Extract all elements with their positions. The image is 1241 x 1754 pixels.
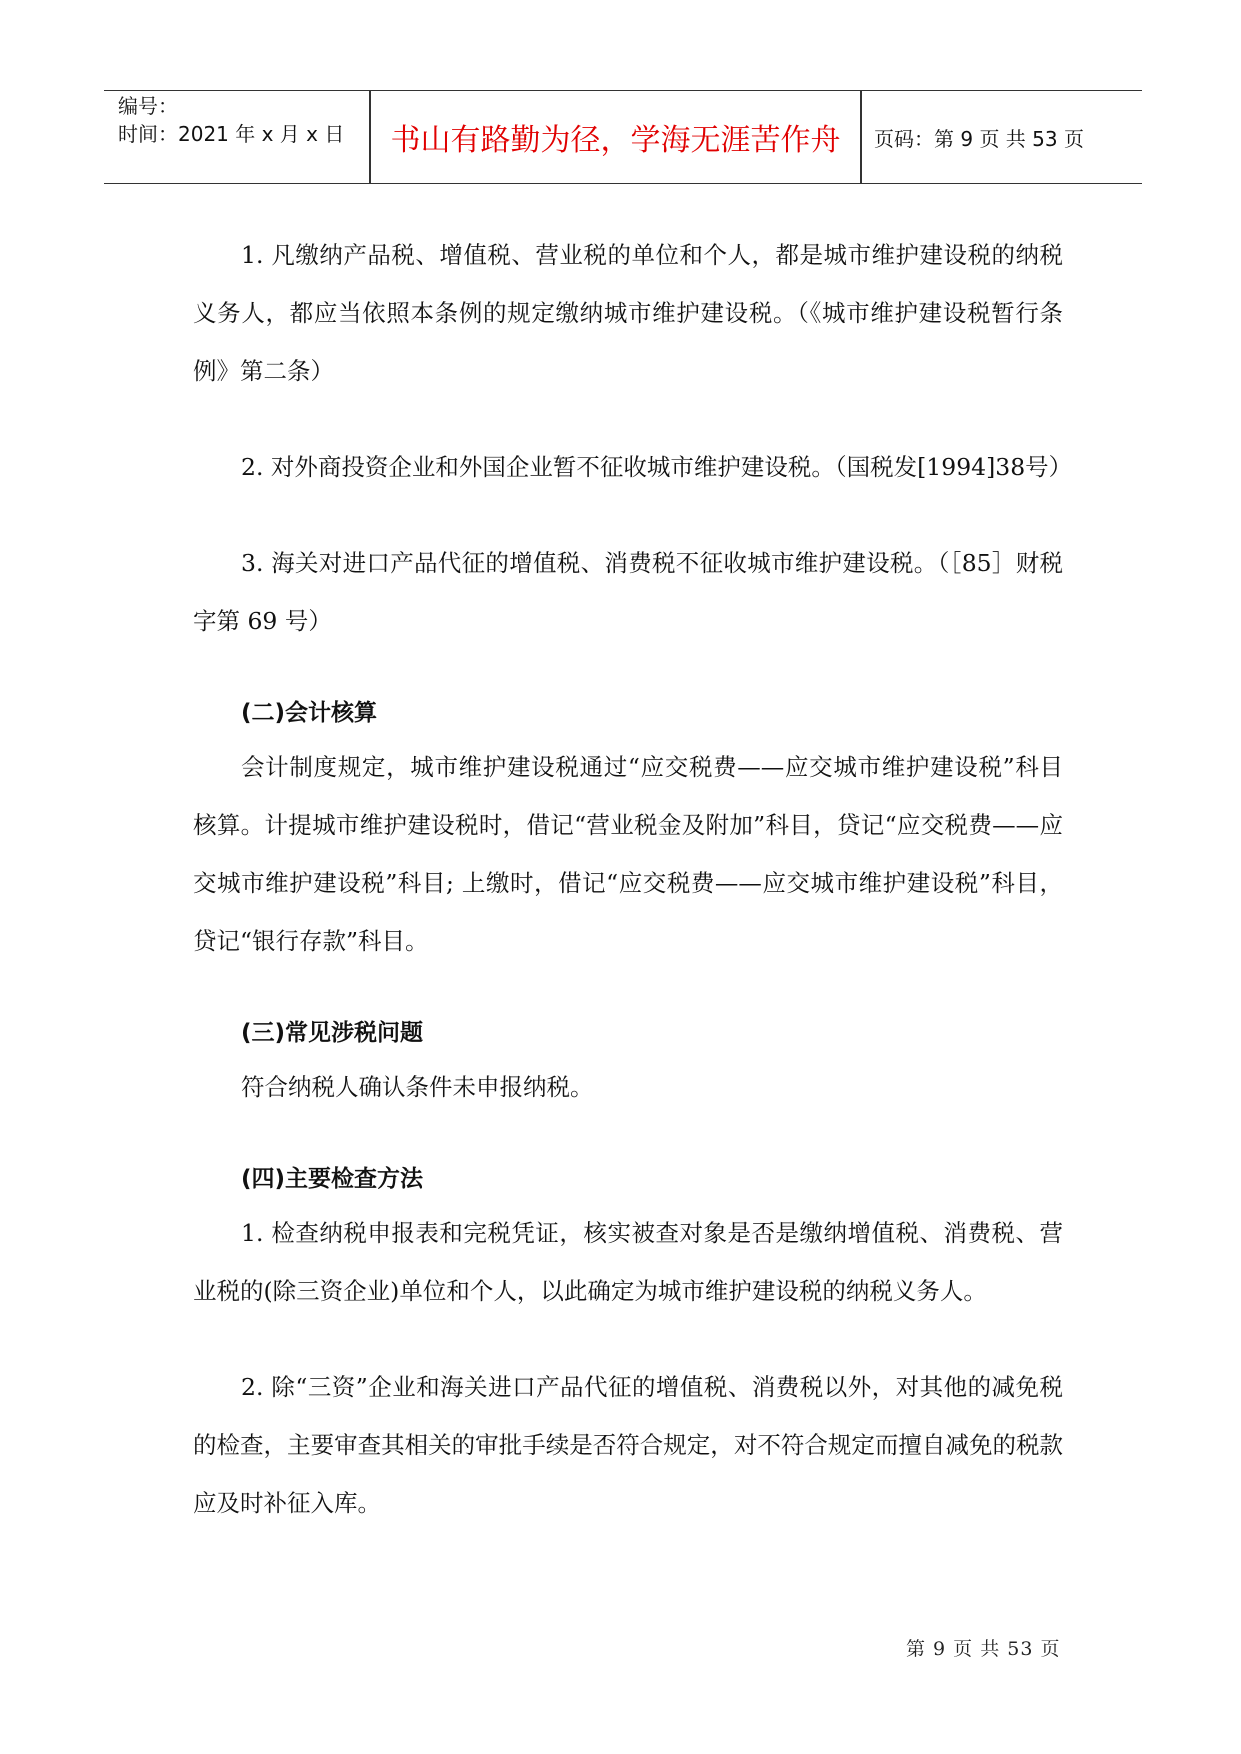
section-heading: (二)会计核算 bbox=[241, 700, 378, 726]
page-footer: 第 9 页 共 53 页 bbox=[906, 1638, 1061, 1660]
section-heading: (三)常见涉税问题 bbox=[241, 1020, 424, 1046]
section-heading: (四)主要检查方法 bbox=[241, 1166, 424, 1192]
paragraph: 1. 凡缴纳产品税、增值税、营业税的单位和个人，都是城市维护建设税的纳税义务人，都应当依照本条例的规定缴纳城市维护建设税。（《城市维护建设税暂行条例》第二条） bbox=[193, 241, 1063, 385]
page-header bbox=[104, 90, 1142, 184]
paragraph: 3. 海关对进口产品代征的增值税、消费税不征收城市维护建设税。（［85］财税字第 69 号） bbox=[193, 549, 1063, 635]
header-motto: 书山有路勤为径，学海无涯苦作舟 bbox=[390, 123, 841, 158]
header-meta bbox=[118, 91, 370, 183]
paragraph: 会计制度规定，城市维护建设税通过“应交税费——应交城市维护建设税”科目核算。计提城市维护建设税时，借记“营业税金及附加”科目，贷记“应交税费——应交城市维护建设税”科目; 上缴时，借记“应交税费——应交城市维护建设税”科目，贷记“银行存款”科目。 bbox=[193, 753, 1063, 955]
header-divider bbox=[860, 91, 862, 183]
paragraph: 1. 检查纳税申报表和完税凭证，核实被查对象是否是缴纳增值税、消费税、营业税的(除三资企业)单位和个人，以此确定为城市维护建设税的纳税义务人。 bbox=[193, 1219, 1063, 1305]
document-number-label: 编号： bbox=[118, 94, 178, 118]
document-body bbox=[193, 226, 1073, 1532]
document-time-label: 时间：2021 年 x 月 x 日 bbox=[118, 122, 345, 146]
paragraph: 2. 对外商投资企业和外国企业暂不征收城市维护建设税。（国税发[1994]38号） bbox=[241, 453, 1073, 481]
header-page-info: 页码：第 9 页 共 53 页 bbox=[874, 126, 1084, 151]
paragraph: 2. 除“三资”企业和海关进口产品代征的增值税、消费税以外，对其他的减免税的检查，主要审查其相关的审批手续是否符合规定，对不符合规定而擅自减免的税款应及时补征入库。 bbox=[193, 1373, 1063, 1517]
paragraph: 符合纳税人确认条件未申报纳税。 bbox=[241, 1073, 594, 1101]
